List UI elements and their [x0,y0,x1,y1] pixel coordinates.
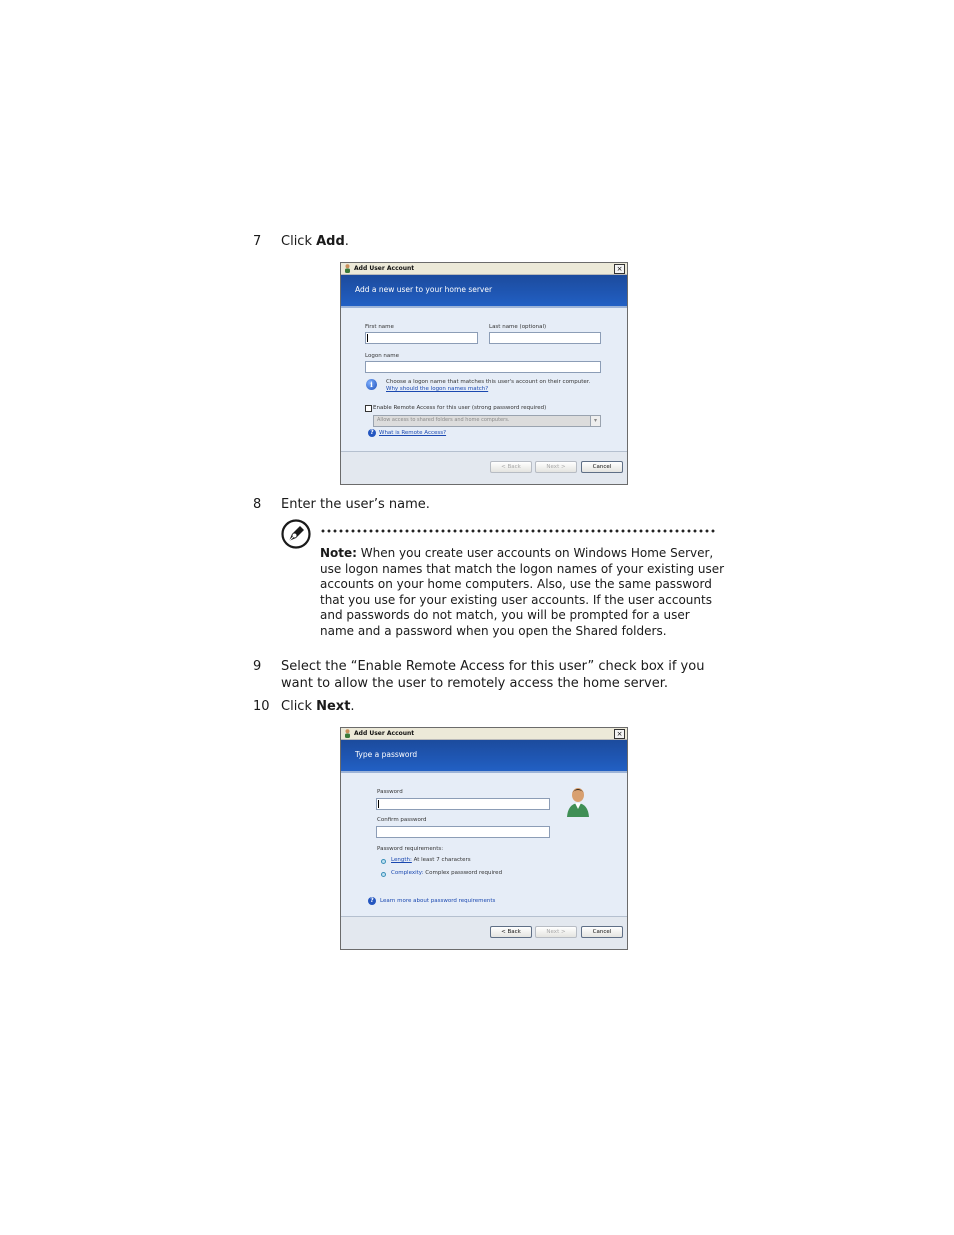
user-avatar-icon [566,787,590,819]
step-text: Click Add. [281,234,349,249]
password-field[interactable] [376,798,550,810]
close-icon[interactable]: × [614,264,625,274]
dialog-footer [341,916,627,949]
last-name-label: Last name (optional) [489,324,547,330]
next-keyword: Next [316,699,351,714]
step-text: Click Next. [281,699,355,714]
dialog-title: Add User Account [354,265,415,272]
confirm-password-field[interactable] [376,826,550,838]
add-keyword: Add [316,234,345,249]
logon-name-field[interactable] [365,361,601,373]
user-app-icon [344,729,351,738]
logon-info-text: Choose a logon name that matches this user's account on their computer. [386,379,591,385]
text-caret [378,800,379,808]
last-name-field[interactable] [489,332,601,344]
dropdown-value: Allow access to shared folders and home computers. [377,417,510,423]
password-dialog-screenshot [340,727,628,950]
requirement-bullet-icon [381,859,386,864]
text-caret [367,334,368,342]
info-icon: i [366,379,377,390]
enable-remote-access-label[interactable]: Enable Remote Access for this user (strong password required) [373,405,547,411]
note-text: Note: When you create user accounts on Windows Home Server, use logon names that match the logon names of your existing user accounts on your home computers. Also, use the same password that you use for your existing user accounts. If the user accounts and passwords do not match, you will be prompted for a user name and a password when you open the Shared folders. [320,546,725,638]
requirement-length: Length: At least 7 characters [391,857,471,863]
back-button[interactable]: < Back [490,926,532,938]
add-user-dialog-screenshot [340,262,628,485]
step-8 [253,496,553,513]
next-button[interactable]: Next > [535,461,577,473]
help-icon: ? [368,897,376,905]
what-is-remote-access-link[interactable]: What is Remote Access? [379,430,447,436]
user-app-icon [344,264,351,273]
requirement-bullet-icon [381,872,386,877]
dialog-banner [341,740,627,773]
logon-name-label: Logon name [365,353,400,359]
step-text-line-2: want to allow the user to remotely access the home server. [281,676,668,691]
why-match-link[interactable]: Why should the logon names match? [386,386,489,392]
cancel-button[interactable]: Cancel [581,461,623,473]
enable-remote-access-checkbox[interactable] [365,405,372,412]
step-7 [253,233,553,250]
cancel-button[interactable]: Cancel [581,926,623,938]
close-icon[interactable]: × [614,729,625,739]
learn-more-password-link[interactable]: Learn more about password requirements [380,898,496,904]
note-label: Note: [320,546,357,560]
password-label: Password [377,789,403,795]
step-text-line-1: Select the “Enable Remote Access for this user” check box if you [281,659,705,674]
dialog-banner [341,275,627,308]
banner-title: Type a password [355,750,418,759]
step-text: Enter the user’s name. [281,497,430,512]
first-name-field[interactable] [365,332,478,344]
remote-access-dropdown[interactable] [373,415,601,427]
help-icon: ? [368,429,376,437]
step-10 [253,698,553,715]
note-divider [320,529,716,533]
step-number: 8 [253,497,262,512]
dialog-title-bar [341,728,627,740]
dialog-title: Add User Account [354,730,415,737]
step-number: 10 [253,699,270,714]
first-name-label: First name [365,324,394,330]
note-pen-icon [281,519,311,549]
dialog-title-bar [341,263,627,275]
next-button[interactable]: Next > [535,926,577,938]
dialog-footer [341,451,627,484]
banner-title: Add a new user to your home server [355,285,493,294]
confirm-password-label: Confirm password [377,817,427,823]
step-number: 9 [253,659,262,674]
step-9 [253,658,713,692]
chevron-down-icon[interactable]: ▾ [590,416,600,426]
step-number: 7 [253,234,262,249]
password-requirements-heading: Password requirements: [377,846,444,852]
back-button[interactable]: < Back [490,461,532,473]
requirement-complexity: Complexity: Complex password required [391,870,503,876]
